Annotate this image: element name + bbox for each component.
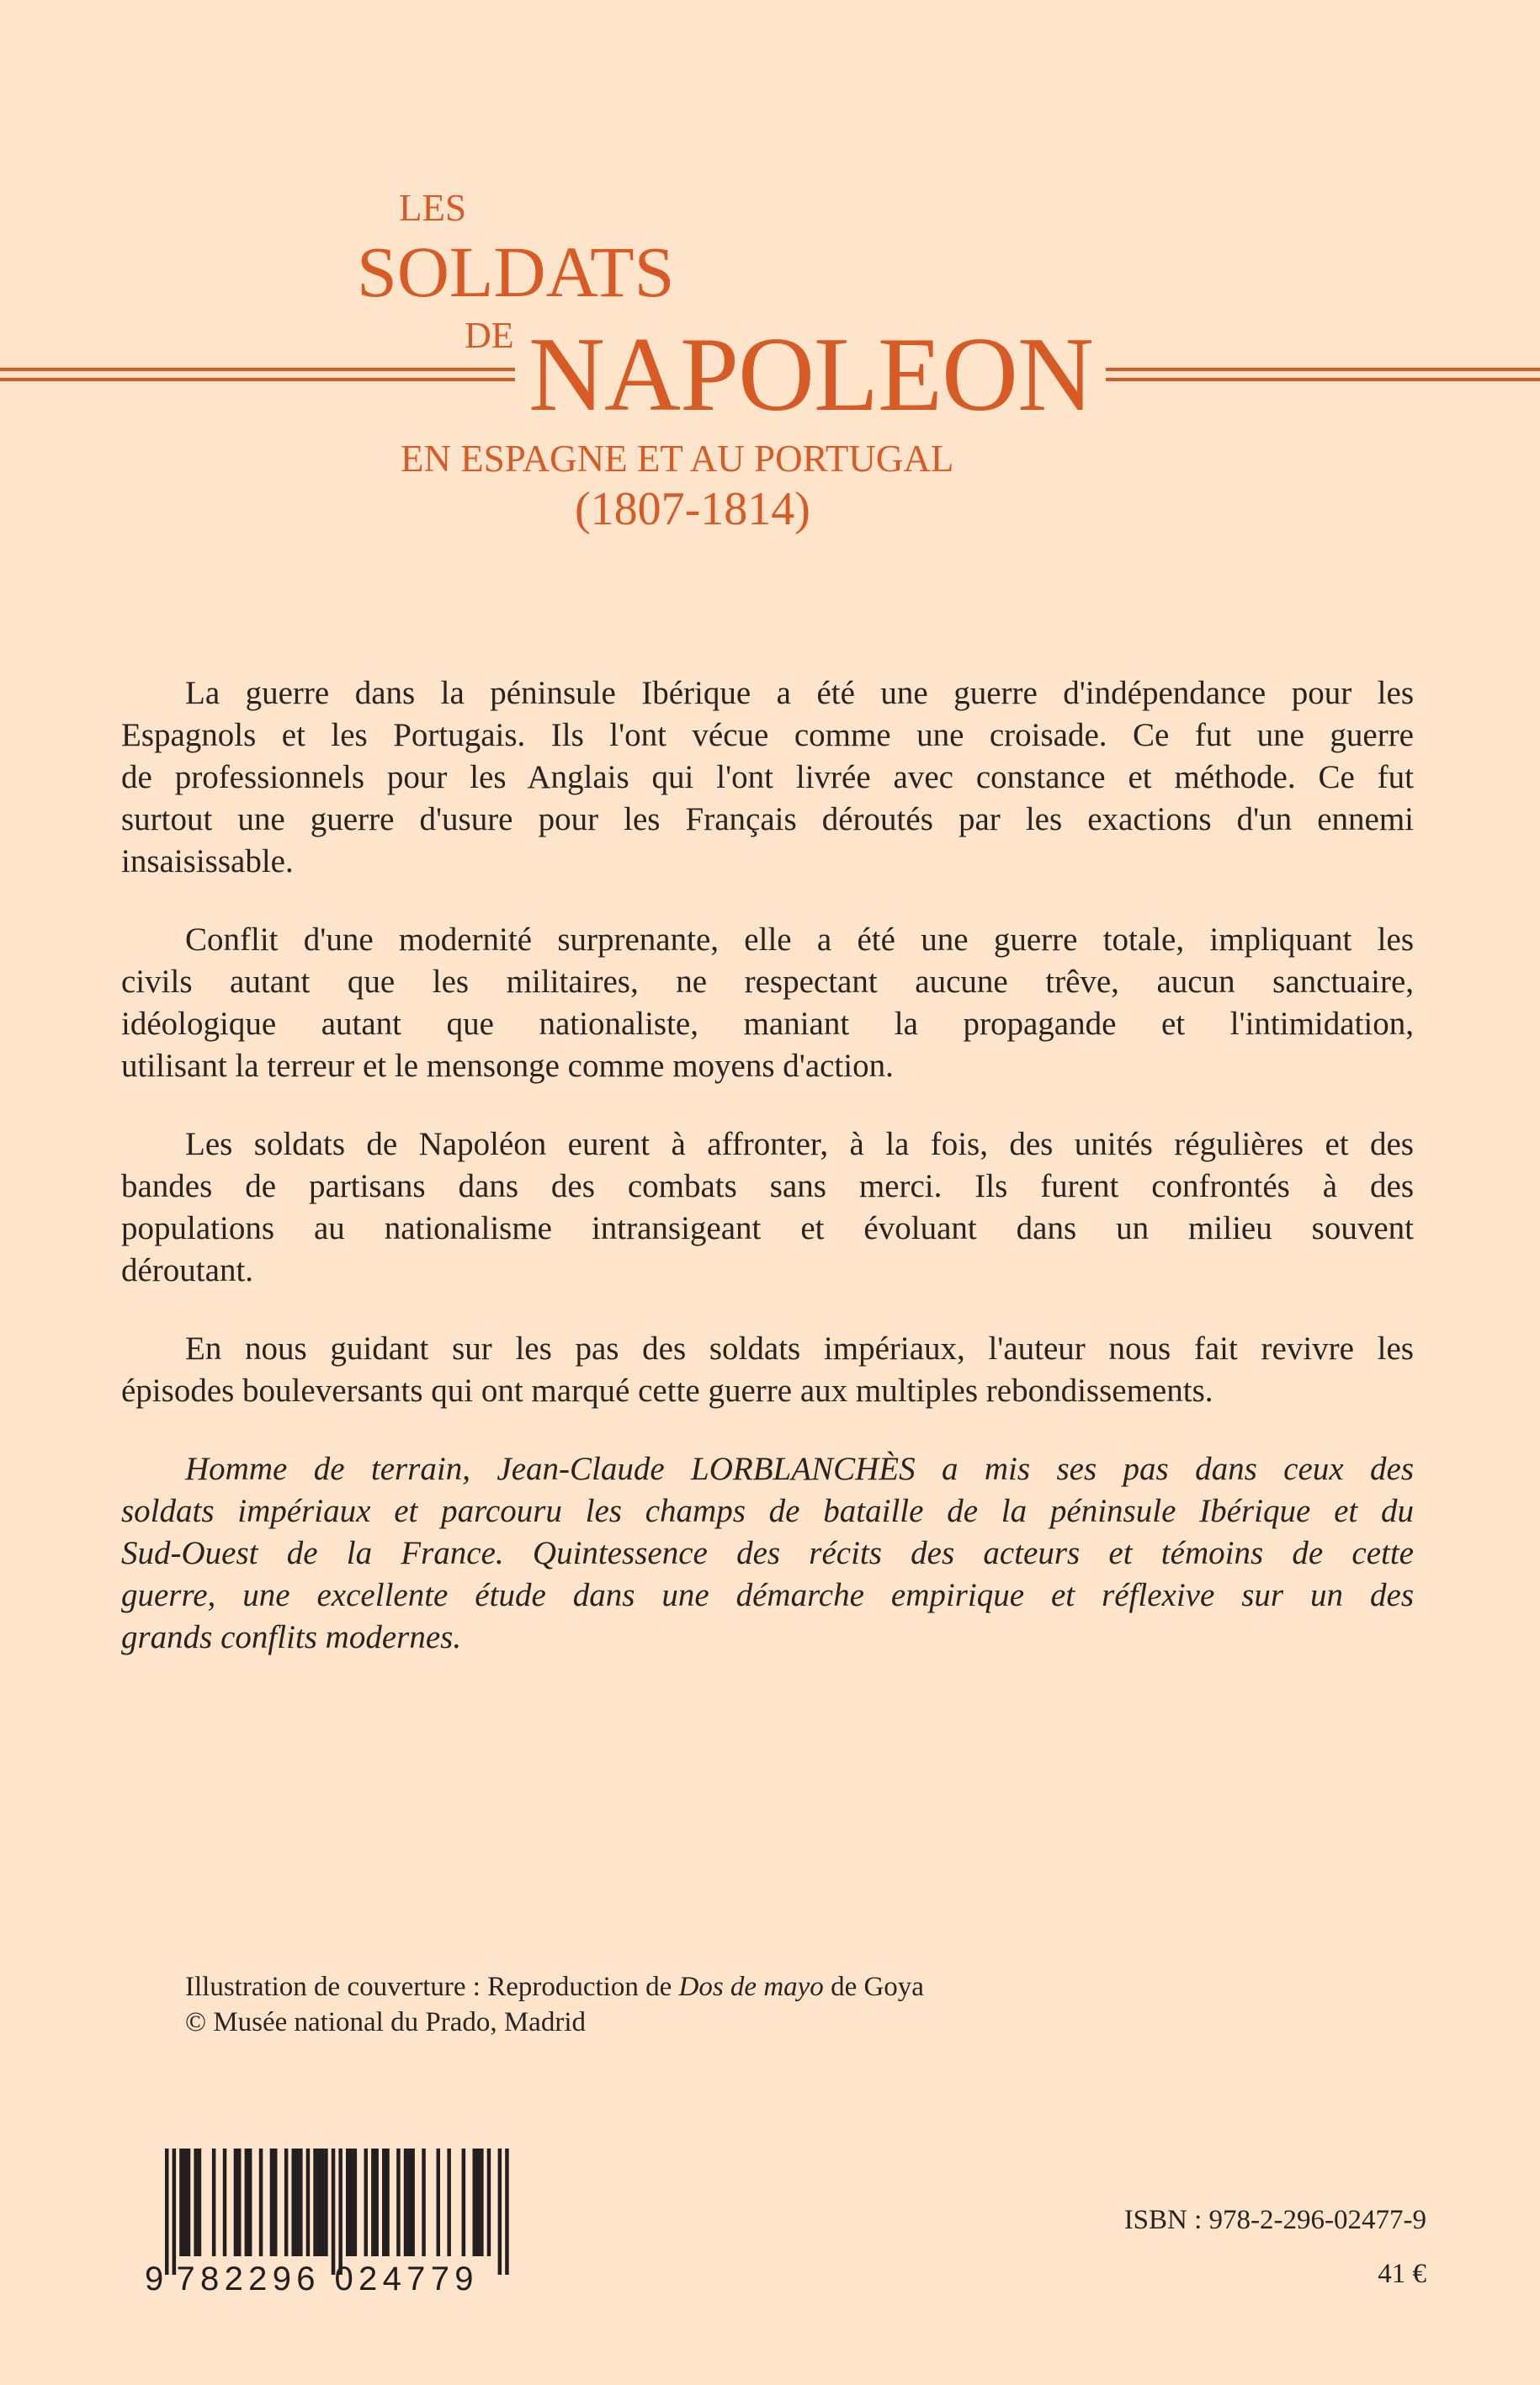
barcode-bar bbox=[396, 2149, 401, 2256]
barcode-guard-bar bbox=[165, 2149, 169, 2275]
barcode-bar bbox=[346, 2149, 350, 2256]
barcode-bar bbox=[321, 2149, 325, 2256]
isbn: ISBN : 978-2-296-02477-9 bbox=[1123, 2205, 1426, 2235]
barcode-bar bbox=[198, 2149, 202, 2256]
text-line: épisodes bouleversants qui ont marqué cette guerre aux multiples rebondissements. bbox=[121, 1373, 1213, 1409]
paragraph bbox=[121, 1448, 1414, 1659]
title-soldats: SOLDATS bbox=[357, 231, 675, 312]
barcode-guard-bar bbox=[332, 2149, 336, 2275]
barcode-bar bbox=[371, 2149, 375, 2256]
text-line: Les soldats de Napoléon eurent à affronter, à la fois, des unités régulières et des bbox=[185, 1126, 1414, 1162]
barcode-right-digits: 024779 bbox=[334, 2260, 474, 2296]
rule-left-top bbox=[0, 368, 515, 371]
back-cover-text bbox=[121, 672, 1414, 1695]
barcode-guard-bar bbox=[498, 2149, 502, 2275]
barcode-guard-bar bbox=[505, 2149, 509, 2275]
barcode-bar bbox=[237, 2149, 242, 2256]
text-line: civils autant que les militaires, ne respectant aucune trêve, aucun sanctuaire, bbox=[121, 964, 1414, 1000]
barcode-bar bbox=[183, 2149, 188, 2256]
title-dates: (1807-1814) bbox=[575, 483, 810, 535]
barcode-bar bbox=[487, 2149, 491, 2256]
barcode-bar bbox=[295, 2149, 300, 2256]
text-line: idéologique autant que nationaliste, maniant la propagande et l'intimidation, bbox=[121, 1006, 1414, 1042]
barcode-bar bbox=[407, 2149, 412, 2256]
ean13-barcode bbox=[143, 2149, 513, 2296]
barcode-bar bbox=[476, 2149, 481, 2256]
text-line: Conflit d'une modernité surprenante, elle a été une guerre totale, impliquant les bbox=[185, 922, 1414, 958]
barcode-bar bbox=[194, 2149, 198, 2256]
price: 41 € bbox=[1378, 2259, 1426, 2289]
title-subtitle: EN ESPAGNE ET AU PORTUGAL bbox=[401, 438, 954, 480]
barcode-bar bbox=[212, 2149, 216, 2256]
paragraph bbox=[121, 1123, 1414, 1292]
text-line: surtout une guerre d'usure pour les Français déroutés par les exactions d'un ennemi bbox=[121, 801, 1414, 837]
title-les: LES bbox=[399, 187, 467, 229]
text-line: Espagnols et les Portugais. Ils l'ont vécue comme une croisade. Ce fut une guerre bbox=[121, 717, 1414, 753]
barcode-bar bbox=[462, 2149, 466, 2256]
text-line: La guerre dans la péninsule Ibérique a été une guerre d'indépendance pour les bbox=[185, 675, 1414, 711]
barcode-bar bbox=[411, 2149, 415, 2256]
paragraph bbox=[121, 919, 1414, 1087]
rule-right-top bbox=[1106, 368, 1540, 371]
barcode-bar bbox=[382, 2149, 386, 2256]
barcode-guard-bar bbox=[173, 2149, 177, 2275]
barcode-bar bbox=[364, 2149, 369, 2256]
barcode-bar bbox=[480, 2149, 484, 2256]
barcode-bar bbox=[422, 2149, 426, 2256]
text-line: grands conflits modernes. bbox=[121, 1619, 462, 1655]
barcode-bar bbox=[259, 2149, 263, 2256]
barcode-bar bbox=[353, 2149, 358, 2256]
barcode-bar bbox=[245, 2149, 249, 2256]
text-line: bandes de partisans dans des combats sans merci. Ils furent confrontés à des bbox=[121, 1168, 1414, 1204]
barcode-bar bbox=[223, 2149, 227, 2256]
barcode-bar bbox=[270, 2149, 274, 2256]
barcode-bar bbox=[284, 2149, 289, 2256]
barcode-bar bbox=[299, 2149, 303, 2256]
barcode-bar bbox=[234, 2149, 238, 2256]
barcode-bar bbox=[385, 2149, 390, 2256]
barcode-bar bbox=[273, 2149, 278, 2256]
illustration-credits bbox=[185, 1969, 924, 2040]
barcode-bar bbox=[317, 2149, 321, 2256]
text-line: guerre, une excellente étude dans une démarche empirique et réflexive sur un des bbox=[121, 1577, 1414, 1613]
text-line: En nous guidant sur les pas des soldats impériaux, l'auteur nous fait revivre les bbox=[185, 1331, 1414, 1367]
text-line: Homme de terrain, Jean-Claude LORBLANCHÈS a mis ses pas dans ceux des bbox=[185, 1451, 1414, 1487]
text-line: populations au nationalisme intransigeant et évoluant dans un milieu souvent bbox=[121, 1210, 1414, 1246]
text-line: soldats impériaux et parcouru les champs de bataille de la péninsule Ibérique et du bbox=[121, 1493, 1414, 1529]
barcode-first-digit: 9 bbox=[145, 2260, 164, 2296]
text-line: utilisant la terreur et le mensonge comme moyens d'action. bbox=[121, 1048, 894, 1084]
barcode-bar bbox=[349, 2149, 353, 2256]
barcode-bar bbox=[447, 2149, 451, 2256]
rule-right-bottom bbox=[1106, 378, 1540, 381]
barcode-bar bbox=[404, 2149, 408, 2256]
barcode-left-digits: 782296 bbox=[176, 2260, 316, 2296]
paragraph bbox=[121, 1328, 1414, 1412]
barcode-guard-bar bbox=[338, 2149, 343, 2275]
barcode-bar bbox=[374, 2149, 379, 2256]
credit-line bbox=[185, 1969, 924, 2005]
text-line: Sud-Ouest de la France. Quintessence des récits des acteurs et témoins de cette bbox=[121, 1535, 1414, 1571]
barcode-bar bbox=[324, 2149, 328, 2256]
title-de: DE bbox=[465, 315, 514, 356]
rule-left-bottom bbox=[0, 378, 515, 381]
title-napoleon: NAPOLEON bbox=[528, 316, 1093, 433]
text-line: de professionnels pour les Anglais qui l'ont livrée avec constance et méthode. Ce fut bbox=[121, 759, 1414, 795]
barcode-bar bbox=[248, 2149, 252, 2256]
credit-prefix: Illustration de couverture : Reproduction de bbox=[185, 1972, 679, 2002]
barcode-bar bbox=[292, 2149, 296, 2256]
paragraph bbox=[121, 672, 1414, 883]
credit-suffix: de Goya bbox=[823, 1972, 924, 2002]
credit-work-title: Dos de mayo bbox=[678, 1972, 824, 2002]
text-line: déroutant. bbox=[121, 1252, 254, 1288]
barcode-bar bbox=[187, 2149, 191, 2256]
barcode-bar bbox=[473, 2149, 477, 2256]
text-line: insaisissable. bbox=[121, 843, 294, 879]
barcode-bar bbox=[313, 2149, 317, 2256]
barcode-bar bbox=[306, 2149, 311, 2256]
barcode-bar bbox=[179, 2149, 183, 2256]
barcode-bar bbox=[437, 2149, 441, 2256]
copyright-line: © Musée national du Prado, Madrid bbox=[185, 2007, 586, 2037]
